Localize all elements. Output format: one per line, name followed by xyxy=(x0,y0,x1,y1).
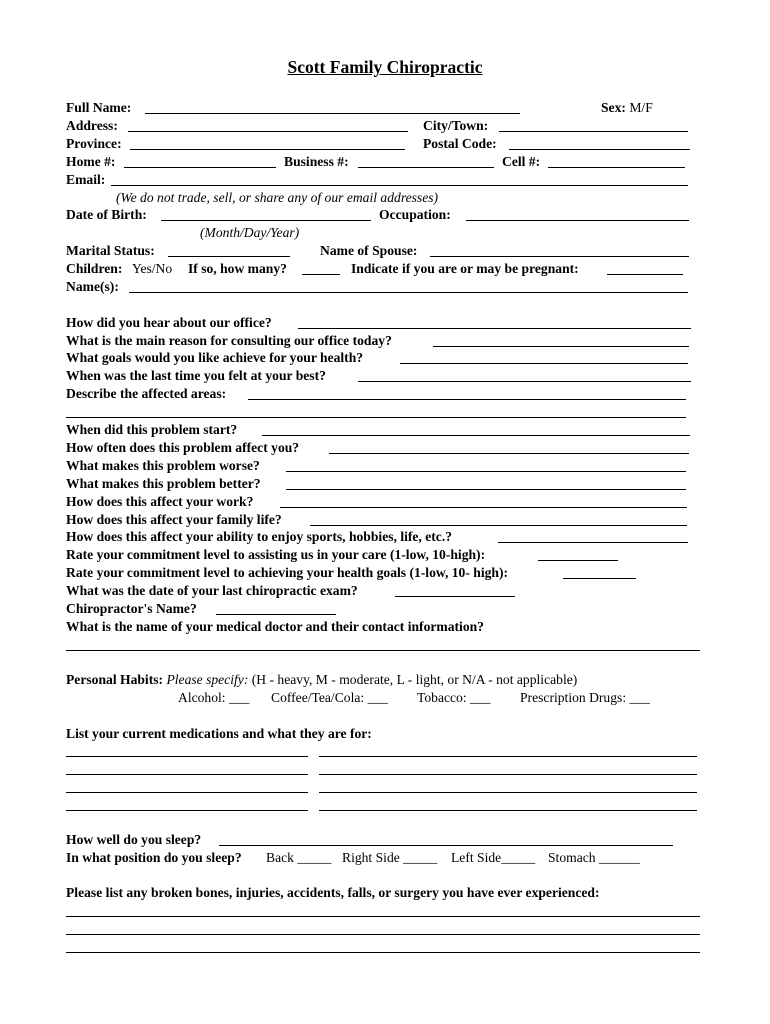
sleep-position-label: In what position do you sleep? xyxy=(66,850,242,865)
main-reason-label: What is the main reason for consulting our office today? xyxy=(66,333,392,348)
sex-options: M/F xyxy=(629,100,653,115)
prescription-drugs-field[interactable]: Prescription Drugs: ___ xyxy=(520,690,650,705)
felt-best-label: When was the last time you felt at your best? xyxy=(66,368,326,383)
injuries-label: Please list any broken bones, injuries, accidents, falls, or surgery you have ever experienced: xyxy=(66,885,600,900)
injuries-field-2[interactable] xyxy=(66,934,700,935)
problem-frequency-field[interactable] xyxy=(329,453,689,454)
sleep-stomach-field[interactable]: Stomach ______ xyxy=(548,850,640,865)
commitment-care-field[interactable] xyxy=(538,560,618,561)
problem-better-label: What makes this problem better? xyxy=(66,476,261,491)
habits-legend: (H - heavy, M - moderate, L - light, or N/A - not applicable) xyxy=(251,672,578,687)
children-names-field[interactable] xyxy=(129,292,688,293)
commitment-goals-field[interactable] xyxy=(563,578,636,579)
affect-work-field[interactable] xyxy=(280,507,687,508)
business-phone-label: Business #: xyxy=(284,154,349,169)
sleep-right-side-field[interactable]: Right Side _____ xyxy=(342,850,438,865)
occupation-label: Occupation: xyxy=(379,207,451,222)
marital-status-field[interactable] xyxy=(168,256,290,257)
problem-start-field[interactable] xyxy=(262,435,690,436)
dob-field[interactable] xyxy=(161,220,371,221)
sleep-quality-label: How well do you sleep? xyxy=(66,832,202,847)
personal-habits-row xyxy=(66,672,577,688)
personal-habits-label: Personal Habits: xyxy=(66,672,164,687)
alcohol-field[interactable]: Alcohol: ___ xyxy=(178,690,250,705)
how-many-field[interactable] xyxy=(302,274,340,275)
email-privacy-note: (We do not trade, sell, or share any of our email addresses) xyxy=(116,190,439,205)
sleep-quality-field[interactable] xyxy=(219,845,673,846)
coffee-field[interactable]: Coffee/Tea/Cola: ___ xyxy=(271,690,388,705)
problem-better-field[interactable] xyxy=(286,489,686,490)
home-phone-field[interactable] xyxy=(124,167,276,168)
cell-phone-label: Cell #: xyxy=(502,154,541,169)
affect-work-label: How does this affect your work? xyxy=(66,494,254,509)
full-name-label: Full Name: xyxy=(66,100,132,115)
spouse-field[interactable] xyxy=(430,256,689,257)
last-exam-field[interactable] xyxy=(395,596,515,597)
address-label: Address: xyxy=(66,118,118,133)
medication-purpose-field-1[interactable] xyxy=(319,756,697,757)
please-specify-text: Please specify: xyxy=(166,672,249,687)
medication-name-field-4[interactable] xyxy=(66,810,308,811)
how-many-label: If so, how many? xyxy=(188,261,287,276)
affect-ability-label: How does this affect your ability to enjoy sports, hobbies, life, etc.? xyxy=(66,529,453,544)
home-phone-label: Home #: xyxy=(66,154,116,169)
cell-phone-field[interactable] xyxy=(548,167,685,168)
full-name-field[interactable] xyxy=(145,113,520,114)
affect-family-label: How does this affect your family life? xyxy=(66,512,282,527)
problem-worse-label: What makes this problem worse? xyxy=(66,458,260,473)
commitment-care-label: Rate your commitment level to assisting us in your care (1-low, 10-high): xyxy=(66,547,486,562)
dob-format-hint: (Month/Day/Year) xyxy=(200,225,300,240)
medication-name-field-3[interactable] xyxy=(66,792,308,793)
injuries-field-1[interactable] xyxy=(66,916,700,917)
medical-doctor-field[interactable] xyxy=(66,650,700,651)
postal-code-field[interactable] xyxy=(509,149,690,150)
medication-purpose-field-4[interactable] xyxy=(319,810,697,811)
affected-areas-field[interactable] xyxy=(248,399,686,400)
children-names-label: Name(s): xyxy=(66,279,119,294)
pregnant-field[interactable] xyxy=(607,274,683,275)
main-reason-field[interactable] xyxy=(433,346,689,347)
email-field[interactable] xyxy=(111,185,688,186)
form-title: Scott Family Chiropractic xyxy=(287,57,483,77)
medication-purpose-field-2[interactable] xyxy=(319,774,697,775)
business-phone-field[interactable] xyxy=(358,167,494,168)
commitment-goals-label: Rate your commitment level to achieving your health goals (1-low, 10- high): xyxy=(66,565,509,580)
pregnant-label: Indicate if you are or may be pregnant: xyxy=(351,261,579,276)
children-options[interactable]: Yes/No xyxy=(132,261,173,276)
city-label: City/Town: xyxy=(423,118,489,133)
medical-doctor-label: What is the name of your medical doctor and their contact information? xyxy=(66,619,484,634)
health-goals-field[interactable] xyxy=(400,363,688,364)
address-field[interactable] xyxy=(128,131,408,132)
injuries-field-3[interactable] xyxy=(66,952,700,953)
medication-name-field-2[interactable] xyxy=(66,774,308,775)
dob-label: Date of Birth: xyxy=(66,207,147,222)
medication-name-field-1[interactable] xyxy=(66,756,308,757)
medication-purpose-field-3[interactable] xyxy=(319,792,697,793)
sleep-left-side-field[interactable]: Left Side_____ xyxy=(451,850,536,865)
city-field[interactable] xyxy=(499,131,688,132)
spouse-label: Name of Spouse: xyxy=(320,243,418,258)
occupation-field[interactable] xyxy=(466,220,689,221)
hear-about-label: How did you hear about our office? xyxy=(66,315,272,330)
sleep-back-field[interactable]: Back _____ xyxy=(266,850,332,865)
hear-about-field[interactable] xyxy=(298,328,691,329)
problem-start-label: When did this problem start? xyxy=(66,422,238,437)
felt-best-field[interactable] xyxy=(358,381,691,382)
sex-label: Sex: xyxy=(601,100,626,115)
postal-code-label: Postal Code: xyxy=(423,136,497,151)
chiropractor-name-field[interactable] xyxy=(216,614,336,615)
children-label: Children: xyxy=(66,261,123,276)
problem-worse-field[interactable] xyxy=(286,471,686,472)
province-field[interactable] xyxy=(130,149,405,150)
affect-family-field[interactable] xyxy=(310,525,687,526)
tobacco-field[interactable]: Tobacco: ___ xyxy=(417,690,491,705)
medications-label: List your current medications and what they are for: xyxy=(66,726,372,741)
province-label: Province: xyxy=(66,136,122,151)
problem-frequency-label: How often does this problem affect you? xyxy=(66,440,300,455)
affected-areas-label: Describe the affected areas: xyxy=(66,386,227,401)
email-label: Email: xyxy=(66,172,106,187)
affected-areas-field-2[interactable] xyxy=(66,417,686,418)
chiropractor-name-label: Chiropractor's Name? xyxy=(66,601,197,616)
last-exam-label: What was the date of your last chiropractic exam? xyxy=(66,583,358,598)
sex-field[interactable] xyxy=(601,100,653,116)
affect-ability-field[interactable] xyxy=(498,542,688,543)
health-goals-label: What goals would you like achieve for your health? xyxy=(66,350,364,365)
marital-status-label: Marital Status: xyxy=(66,243,155,258)
